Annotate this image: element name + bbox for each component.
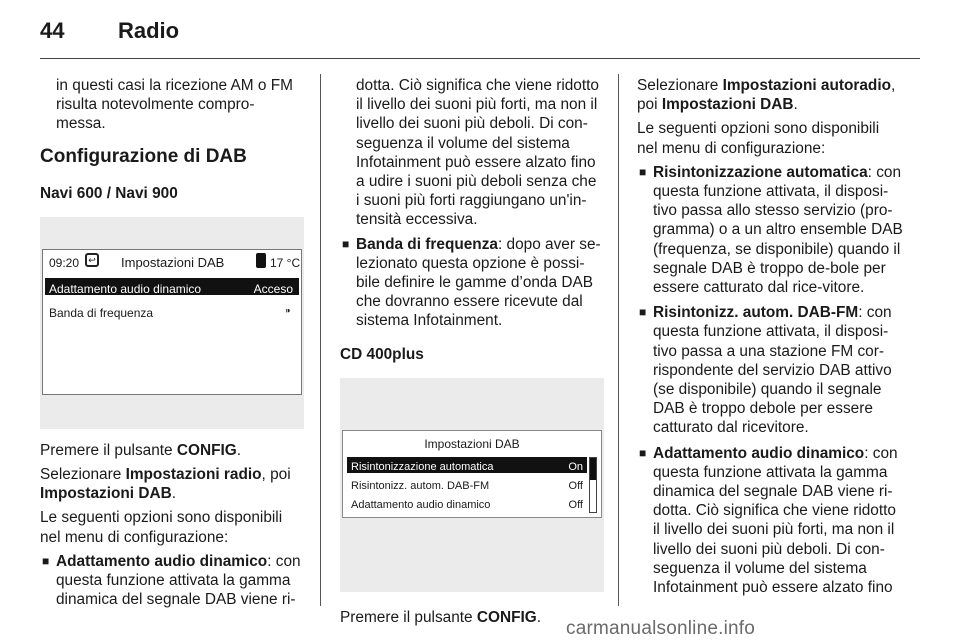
menu-item-dynamic-audio[interactable] bbox=[45, 278, 299, 295]
temperature: 17 °C bbox=[270, 255, 301, 270]
text: , poi bbox=[637, 77, 896, 114]
text: Premere il pulsante bbox=[340, 608, 477, 626]
menu-item-value: On bbox=[568, 460, 583, 473]
text: Selezionare bbox=[40, 466, 126, 484]
bullet-term: Adattamento audio dinamico bbox=[653, 444, 865, 462]
bullet-icon: ■ bbox=[639, 305, 647, 320]
instruction-paragraph bbox=[340, 608, 604, 627]
menu-name: Impostazioni DAB bbox=[40, 485, 172, 503]
navi-screenshot bbox=[40, 217, 304, 429]
bullet-item bbox=[637, 303, 903, 437]
bullet-icon: ■ bbox=[639, 164, 647, 179]
menu-item-label: Adattamento audio dinamico bbox=[351, 498, 491, 511]
text: Premere il pulsante bbox=[40, 441, 177, 459]
page-title: Radio bbox=[118, 18, 180, 43]
column-divider bbox=[320, 74, 321, 606]
bullet-text: : dopo aver se-lezionato questa opzione è possi-bile definire le gamme d’onda DAB che dovranno essere ricevute dal sistema Infotainment. bbox=[356, 235, 601, 330]
back-icon: ↩ bbox=[85, 253, 99, 267]
text: . bbox=[171, 485, 176, 503]
subsection-title: CD 400plus bbox=[340, 345, 424, 363]
menu-item-value: Acceso bbox=[253, 281, 293, 296]
bullet-text: : con questa funzione attivata, il disposi-tivo passa a una stazione FM cor-rispondente del servizio DAB attivo (se disponibile) quando il segnale DAB è troppo debole per essere catturato dal ricevitore. bbox=[653, 304, 892, 437]
bullet-item bbox=[340, 235, 604, 331]
menu-item-dynamic-audio[interactable] bbox=[347, 495, 587, 511]
text: Selezionare bbox=[637, 77, 723, 94]
menu-item-auto-retune[interactable] bbox=[347, 457, 587, 473]
menu-item-frequency-band[interactable] bbox=[45, 302, 299, 319]
header-rule bbox=[40, 58, 920, 59]
menu-item-dab-fm[interactable] bbox=[347, 476, 587, 492]
bullet-item bbox=[40, 552, 304, 610]
thermometer-icon bbox=[256, 253, 266, 268]
scrollbar-thumb bbox=[590, 458, 596, 480]
bullet-term: Adattamento audio dinamico bbox=[56, 552, 268, 570]
bullet-text: : con questa funzione attivata, il disposi-tivo passa allo stesso servizio (pro-gramma) o a un altro ensemble DAB (frequenza, se disponibile) quando il segnale DAB è troppo de-bole per essere catturato dal rice-vitore. bbox=[653, 163, 903, 297]
page-header bbox=[40, 18, 920, 60]
clock: 09:20 bbox=[49, 255, 80, 270]
scrollbar bbox=[589, 457, 597, 513]
menu-name: Impostazioni DAB bbox=[661, 96, 794, 114]
continued-paragraph: in questi casi la ricezione AM o FM risulta notevolmente compro-messa. bbox=[56, 77, 293, 133]
column-right bbox=[637, 76, 903, 603]
menu-name: Impostazioni autoradio bbox=[722, 77, 892, 94]
button-name: CONFIG bbox=[476, 608, 537, 626]
instruction-paragraph bbox=[40, 441, 304, 460]
navi-display bbox=[42, 249, 302, 395]
column-middle bbox=[340, 76, 604, 632]
button-name: CONFIG bbox=[176, 441, 237, 459]
bullet-item bbox=[637, 444, 903, 598]
bullet-icon: ■ bbox=[42, 553, 50, 568]
bullet-icon: ■ bbox=[639, 445, 647, 460]
navi-status-bar bbox=[43, 250, 301, 272]
text: . bbox=[793, 96, 798, 114]
menu-item-value: Off bbox=[568, 498, 583, 511]
options-intro: Le seguenti opzioni sono disponibili nel menu di configurazione: bbox=[40, 509, 283, 546]
bullet-text: : con questa funzione attivata la gamma dinamica del segnale DAB viene ri-dotta. Ciò significa che viene ridotto il livello dei suoni più forti, ma non il livello dei suoni più deboli. Di con-seguenza il volume del sistema Infotainment può essere alzato fino bbox=[653, 444, 898, 597]
text: , poi bbox=[261, 466, 291, 484]
bullet-item bbox=[637, 163, 903, 297]
continued-paragraph: dotta. Ciò significa che viene ridotto il livello dei suoni più forti, ma non il livello dei suoni più deboli. Di con-seguenza il volume del sistema Infotainment può essere alzato fino a udire i suoni più deboli senza che i suoni più forti raggiungano un'in-tensità eccessiva. bbox=[356, 77, 599, 229]
bullet-term: Banda di frequenza bbox=[356, 235, 498, 253]
menu-name: Impostazioni radio bbox=[125, 466, 262, 484]
menu-title: Impostazioni DAB bbox=[121, 254, 225, 270]
bullet-icon: ■ bbox=[342, 236, 350, 251]
column-divider bbox=[618, 74, 619, 606]
bullet-term: Risintonizzazione automatica bbox=[653, 163, 868, 181]
menu-item-label: Adattamento audio dinamico bbox=[49, 281, 202, 296]
instruction-paragraph bbox=[637, 76, 903, 114]
text: . bbox=[536, 608, 542, 626]
menu-item-label: Risintonizz. autom. DAB-FM bbox=[351, 479, 490, 492]
chevron-right-icon: ⁍ bbox=[285, 303, 291, 318]
menu-item-label: Risintonizzazione automatica bbox=[351, 460, 494, 473]
page-number: 44 bbox=[40, 18, 65, 43]
subsection-title: Navi 600 / Navi 900 bbox=[40, 184, 178, 202]
menu-item-value: Off bbox=[568, 479, 583, 492]
menu-title: Impostazioni DAB bbox=[424, 436, 520, 451]
section-title: Configurazione di DAB bbox=[40, 145, 247, 167]
column-left bbox=[40, 76, 304, 615]
options-intro: Le seguenti opzioni sono disponibili nel menu di configurazione: bbox=[637, 120, 880, 157]
instruction-paragraph bbox=[40, 465, 304, 503]
text: . bbox=[236, 441, 242, 459]
menu-item-label: Banda di frequenza bbox=[49, 305, 154, 320]
cd-display bbox=[342, 430, 602, 518]
bullet-text: : con questa funzione attivata la gamma dinamica del segnale DAB viene ri- bbox=[56, 552, 301, 609]
bullet-term: Risintonizz. autom. DAB-FM bbox=[653, 304, 859, 322]
cd-screenshot bbox=[340, 378, 604, 592]
watermark: carmanualsonline.info bbox=[566, 618, 756, 639]
